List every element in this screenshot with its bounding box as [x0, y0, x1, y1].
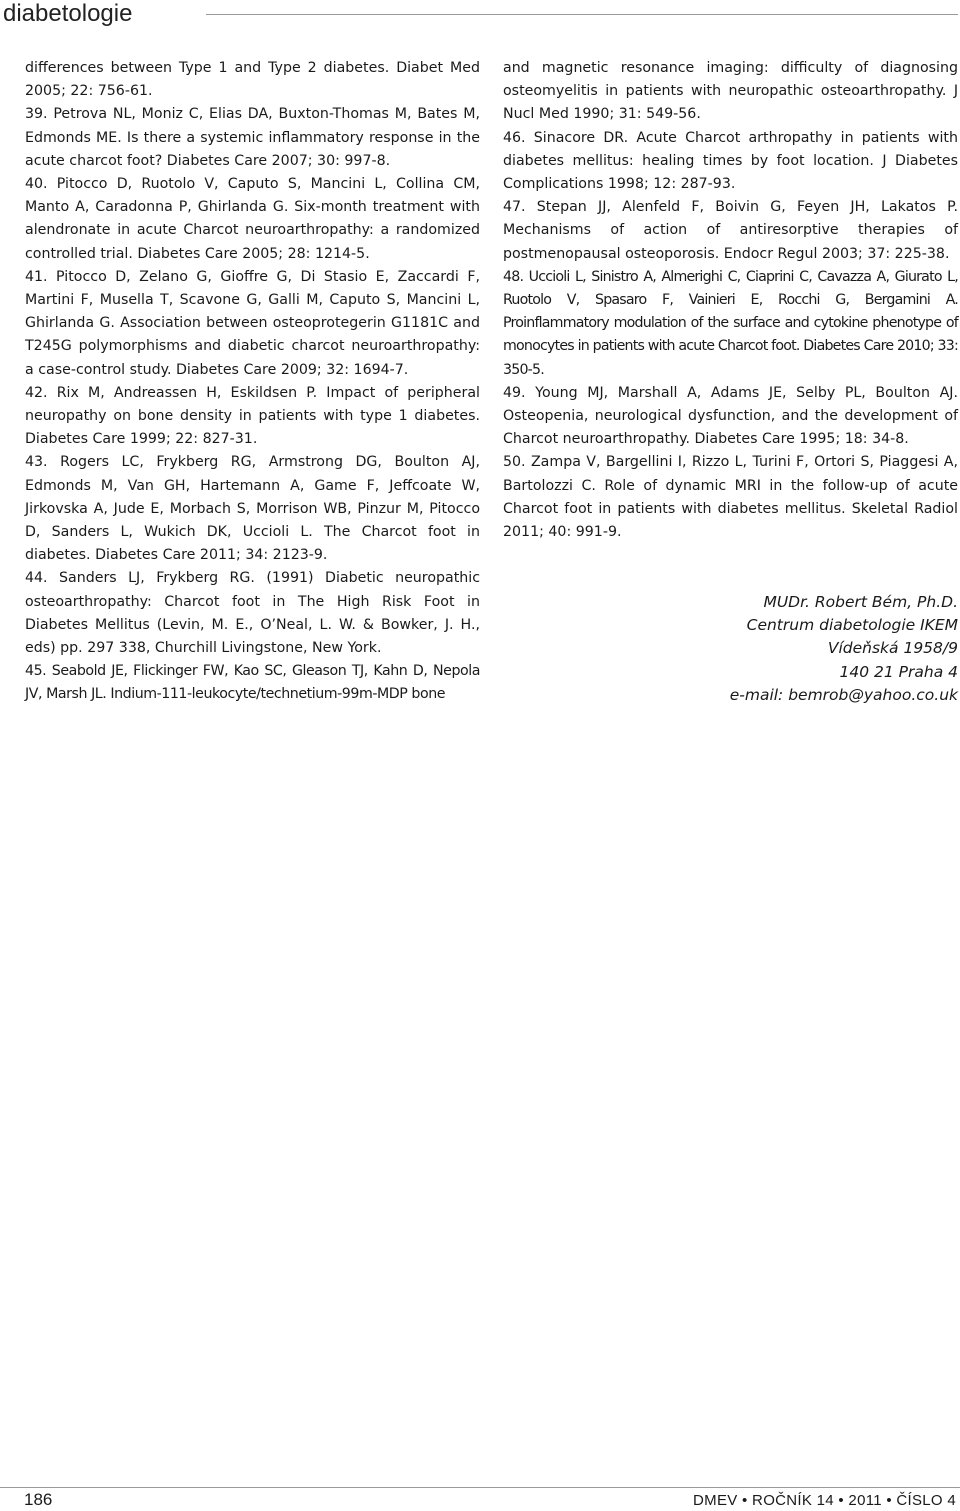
right-column — [503, 57, 958, 544]
header-divider — [206, 14, 958, 15]
reference-item: 46. Sinacore DR. Acute Charcot arthropathy in patients with diabetes mellitus: healing times by foot location. J Diabetes Complications 1998; 12: 287-93. — [503, 129, 958, 193]
reference-item: 45. Seabold JE, Flickinger FW, Kao SC, Gleason TJ, Kahn D, Nepola JV, Marsh JL. Indium-111-leukocyte/technetium-99m-MDP bone — [25, 663, 480, 703]
author-street: Vídeňská 1958/9 — [827, 639, 958, 658]
author-name: MUDr. Robert Bém, Ph.D. — [763, 593, 958, 611]
author-contact — [620, 591, 958, 707]
left-column — [25, 57, 480, 707]
reference-item: differences between Type 1 and Type 2 diabetes. Diabet Med 2005; 22: 756-61. — [25, 60, 480, 100]
page-number: 186 — [24, 1490, 53, 1509]
reference-item: 41. Pitocco D, Zelano G, Gioffre G, Di Stasio E, Zaccardi F, Martini F, Musella T, Scavone G, Galli M, Caputo S, Mancini L, Ghirlanda G. Association between osteoprotegerin G1181C and T245G polymorphisms and diabetic charcot neuroarthropathy: a case-control study. Diabetes Care 2009; 32: 1694-7. — [25, 268, 480, 378]
section-title: diabetologie — [3, 0, 133, 27]
reference-item: 42. Rix M, Andreassen H, Eskildsen P. Impact of peripheral neuropathy on bone density in patients with type 1 diabetes. Diabetes Care 1999; 22: 827-31. — [25, 384, 480, 448]
journal-info: DMEV • ROČNÍK 14 • 2011 • ČÍSLO 4 — [693, 1492, 956, 1509]
author-institution: Centrum diabetologie IKEM — [746, 616, 958, 635]
author-email: e-mail: bemrob@yahoo.co.uk — [729, 685, 958, 704]
reference-item: 48. Uccioli L, Sinistro A, Almerighi C, Ciaprini C, Cavazza A, Giurato L, Ruotolo V, Spasaro F, Vainieri E, Rocchi G, Bergamini A. Proinflammatory modulation of the surface and cytokine phenotype of monocytes in patients with acute Charcot foot. Diabetes Care 2010; 33: 350-5. — [503, 268, 958, 378]
reference-item: 40. Pitocco D, Ruotolo V, Caputo S, Mancini L, Collina CM, Manto A, Caradonna P, Ghirlanda G. Six-month treatment with alendronate in acute Charcot neuroarthropathy: a randomized controlled trial. Diabetes Care 2005; 28: 1214-5. — [25, 176, 480, 262]
reference-item: 44. Sanders LJ, Frykberg RG. (1991) Diabetic neuropathic osteoarthropathy: Charcot foot in The High Risk Foot in Diabetes Mellitus (Levin, M. E., O’Neal, L. W. & Bowker, J. H., eds) pp. 297 338, Churchill Livingstone, New York. — [25, 570, 480, 657]
reference-item: 43. Rogers LC, Frykberg RG, Armstrong DG, Boulton AJ, Edmonds M, Van GH, Hartemann A, Game F, Jeffcoate W, Jirkovska A, Jude E, Morbach S, Morrison WB, Pinzur M, Pitocco D, Sanders L, Wukich DK, Uccioli L. The Charcot foot in diabetes. Diabetes Care 2011; 34: 2123-9. — [25, 454, 480, 564]
reference-item: 47. Stepan JJ, Alenfeld F, Boivin G, Feyen JH, Lakatos P. Mechanisms of action of antiresorptive therapies of postmenopausal osteoporosis. Endocr Regul 2003; 37: 225-38. — [503, 199, 958, 262]
author-city: 140 21 Praha 4 — [839, 662, 958, 681]
page-header — [0, 0, 960, 34]
footer-divider — [0, 1487, 960, 1488]
reference-item: 39. Petrova NL, Moniz C, Elias DA, Buxton-Thomas M, Bates M, Edmonds ME. Is there a systemic inflammatory response in the acute charcot foot? Diabetes Care 2007; 30: 997-8. — [25, 106, 480, 169]
reference-item: and magnetic resonance imaging: difficulty of diagnosing osteomyelitis in patients with neuropathic osteoarthropathy. J Nucl Med 1990; 31: 549-56. — [503, 60, 958, 123]
reference-item: 50. Zampa V, Bargellini I, Rizzo L, Turini F, Ortori S, Piaggesi A, Bartolozzi C. Role of dynamic MRI in the follow-up of acute Charcot foot in patients with diabetes mellitus. Skeletal Radiol 2011; 40: 991-9. — [503, 454, 958, 541]
reference-item: 49. Young MJ, Marshall A, Adams JE, Selby PL, Boulton AJ. Osteopenia, neurological dysfunction, and the development of Charcot neuroarthropathy. Diabetes Care 1995; 18: 34-8. — [503, 384, 958, 448]
